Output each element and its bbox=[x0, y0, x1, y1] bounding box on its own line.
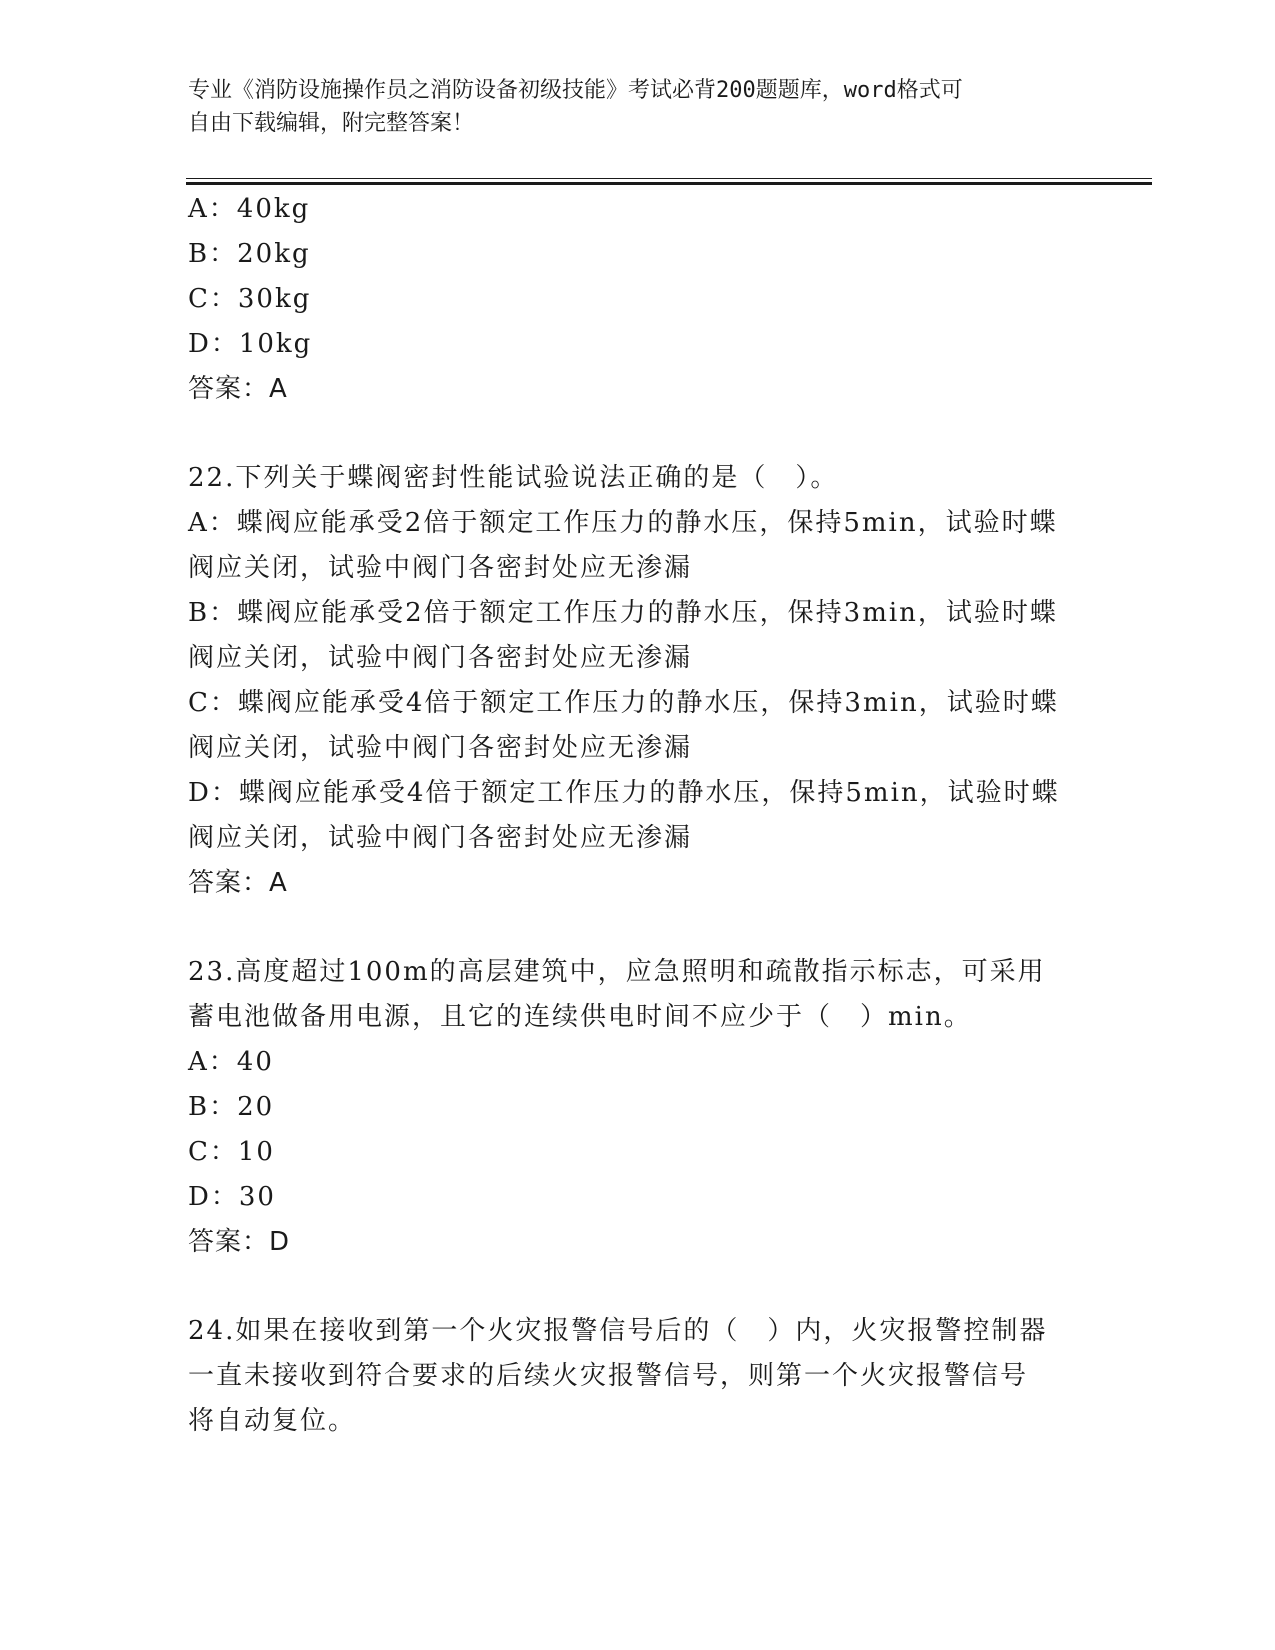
q23-option-a: A：40 bbox=[188, 1047, 274, 1077]
header-divider-thin bbox=[186, 178, 1152, 179]
q22-option-d-line-2: 阀应关闭，试验中阀门各密封处应无渗漏 bbox=[188, 823, 693, 853]
q23-stem-line-1: 23.高度超过100m的高层建筑中，应急照明和疏散指示标志，可采用 bbox=[188, 957, 1046, 987]
q21-answer: 答案：A bbox=[188, 374, 288, 404]
q22-option-b-line-2: 阀应关闭，试验中阀门各密封处应无渗漏 bbox=[188, 643, 693, 673]
document-header bbox=[188, 74, 1088, 140]
q22-option-a-line-1: A：蝶阀应能承受2倍于额定工作压力的静水压，保持5min，试验时蝶 bbox=[188, 508, 1058, 538]
header-divider-thick bbox=[186, 182, 1152, 185]
q23-answer: 答案：D bbox=[188, 1227, 291, 1257]
q22-option-a-line-2: 阀应关闭，试验中阀门各密封处应无渗漏 bbox=[188, 553, 693, 583]
q23-option-b: B：20 bbox=[188, 1092, 275, 1122]
q21-option-c: C：30kg bbox=[188, 284, 312, 314]
q24-stem-line-1: 24.如果在接收到第一个火灾报警信号后的（ ）内，火灾报警控制器 bbox=[188, 1316, 1048, 1346]
q22-option-c-line-2: 阀应关闭，试验中阀门各密封处应无渗漏 bbox=[188, 733, 693, 763]
q22-stem: 22.下列关于蝶阀密封性能试验说法正确的是（ ）。 bbox=[188, 463, 839, 493]
q22-option-c-line-1: C：蝶阀应能承受4倍于额定工作压力的静水压，保持3min，试验时蝶 bbox=[188, 688, 1059, 718]
q23-stem-line-2: 蓄电池做备用电源，且它的连续供电时间不应少于（ ）min。 bbox=[188, 1002, 972, 1032]
q21-option-a: A：40kg bbox=[188, 194, 311, 224]
q24-stem-line-3: 将自动复位。 bbox=[188, 1406, 357, 1436]
header-title-line-1: 专业《消防设施操作员之消防设备初级技能》考试必背200题题库，word格式可 bbox=[188, 78, 963, 103]
q23-option-d: D：30 bbox=[188, 1182, 276, 1212]
q23-option-c: C：10 bbox=[188, 1137, 275, 1167]
q24-stem-line-2: 一直未接收到符合要求的后续火灾报警信号，则第一个火灾报警信号 bbox=[188, 1361, 1029, 1391]
q22-answer: 答案：A bbox=[188, 868, 288, 898]
q22-option-b-line-1: B：蝶阀应能承受2倍于额定工作压力的静水压，保持3min，试验时蝶 bbox=[188, 598, 1058, 628]
header-title-line-2: 自由下载编辑，附完整答案！ bbox=[188, 111, 475, 136]
q21-option-b: B：20kg bbox=[188, 239, 311, 269]
q22-option-d-line-1: D：蝶阀应能承受4倍于额定工作压力的静水压，保持5min，试验时蝶 bbox=[188, 778, 1060, 808]
q21-option-d: D：10kg bbox=[188, 329, 313, 359]
